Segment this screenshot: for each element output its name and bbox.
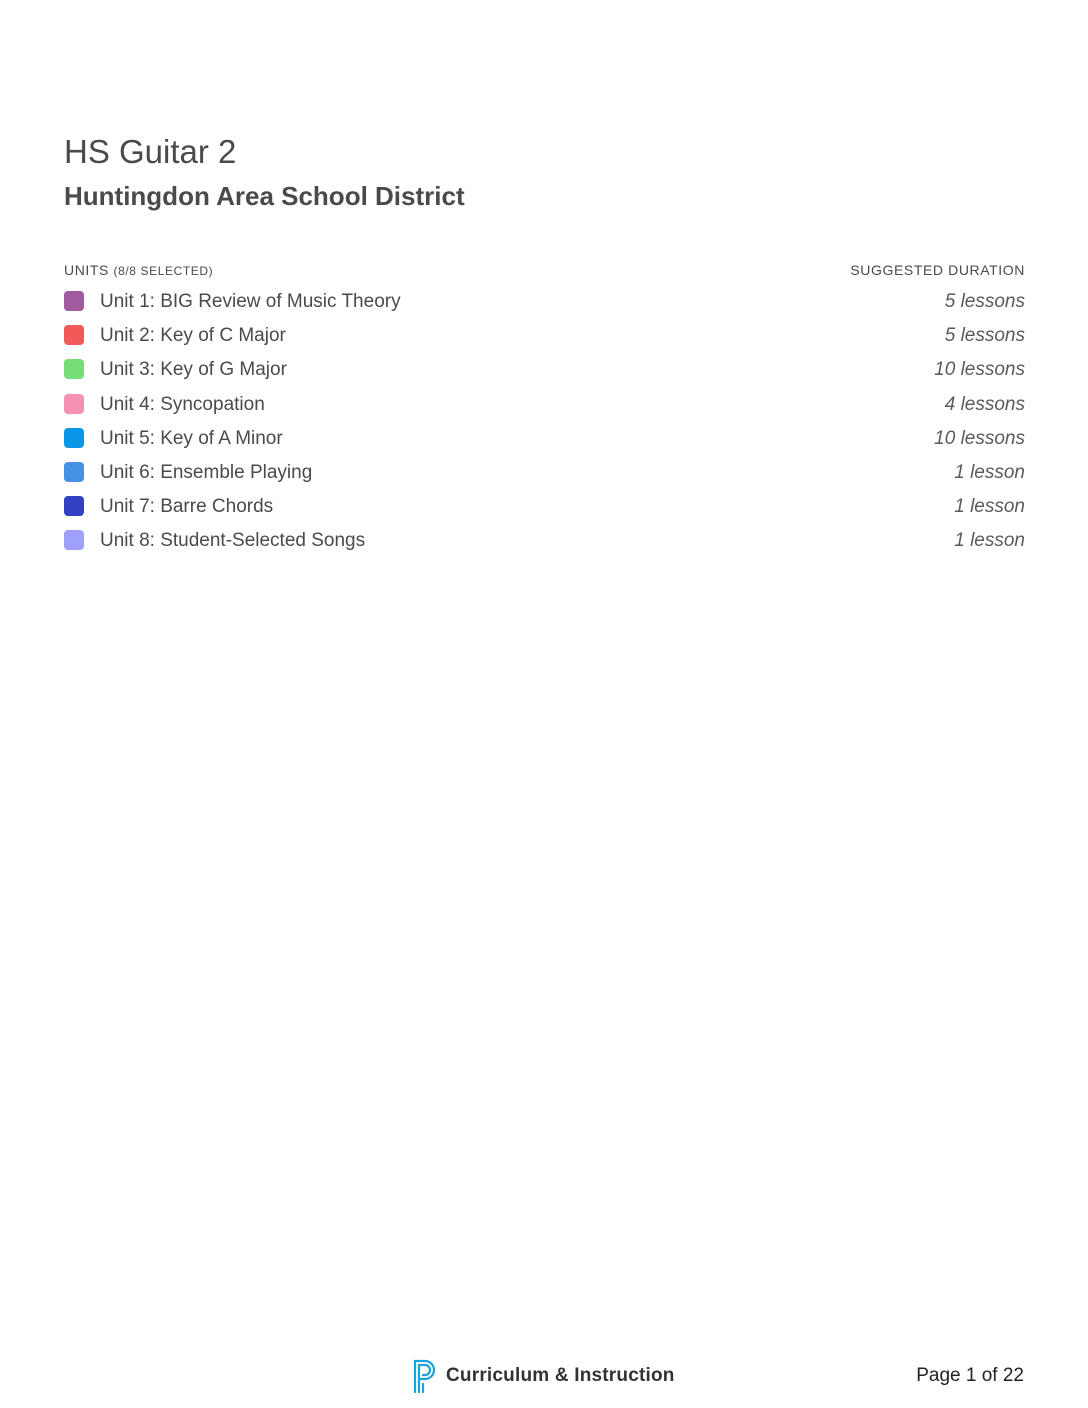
unit-name: Unit 6: Ensemble Playing: [100, 461, 313, 483]
unit-row: [64, 492, 1025, 526]
unit-row: [64, 321, 1025, 355]
unit-name: Unit 7: Barre Chords: [100, 496, 274, 518]
units-label-group: [64, 262, 213, 278]
district-name: Huntingdon Area School District: [64, 181, 465, 211]
unit-row: [64, 287, 1025, 321]
unit-row: [64, 424, 1025, 458]
unit-color-swatch: [64, 496, 84, 516]
units-selected-count: (8/8 SELECTED): [113, 264, 214, 278]
unit-row: [64, 355, 1025, 389]
unit-duration: 5 lessons: [944, 325, 1025, 347]
unit-name: Unit 4: Syncopation: [100, 393, 265, 415]
unit-duration: 10 lessons: [934, 359, 1025, 381]
unit-color-swatch: [64, 428, 84, 448]
unit-color-swatch: [64, 394, 84, 414]
unit-color-swatch: [64, 325, 84, 345]
unit-name: Unit 8: Student-Selected Songs: [100, 530, 366, 552]
unit-list: [64, 287, 1025, 561]
unit-row: [64, 458, 1025, 492]
unit-duration: 10 lessons: [934, 427, 1025, 449]
unit-duration: 5 lessons: [944, 291, 1025, 312]
page-title: HS Guitar 2: [64, 133, 237, 170]
unit-color-swatch: [64, 462, 84, 482]
unit-name: Unit 5: Key of A Minor: [100, 427, 283, 449]
unit-color-swatch: [64, 291, 84, 311]
unit-duration: 1 lesson: [954, 461, 1025, 483]
unit-duration: 1 lesson: [954, 530, 1025, 552]
unit-duration: 4 lessons: [944, 393, 1025, 415]
duration-column-label: SUGGESTED DURATION: [850, 262, 1025, 278]
unit-row: [64, 526, 1025, 560]
units-label: UNITS: [64, 262, 109, 278]
unit-color-swatch: [64, 359, 84, 379]
page-number: Page 1 of 22: [916, 1365, 1024, 1386]
units-header: [64, 262, 1025, 280]
p-logo-strokes: [415, 1361, 434, 1392]
unit-name: Unit 2: Key of C Major: [100, 325, 286, 347]
unit-name: Unit 3: Key of G Major: [100, 359, 287, 381]
footer-brand: Curriculum & Instruction: [446, 1365, 675, 1386]
unit-row: [64, 390, 1025, 424]
unit-name: Unit 1: BIG Review of Music Theory: [100, 291, 401, 312]
unit-color-swatch: [64, 530, 84, 550]
footer-logo: [412, 1358, 675, 1394]
unit-duration: 1 lesson: [954, 496, 1025, 518]
p-logo-icon: [412, 1358, 438, 1394]
